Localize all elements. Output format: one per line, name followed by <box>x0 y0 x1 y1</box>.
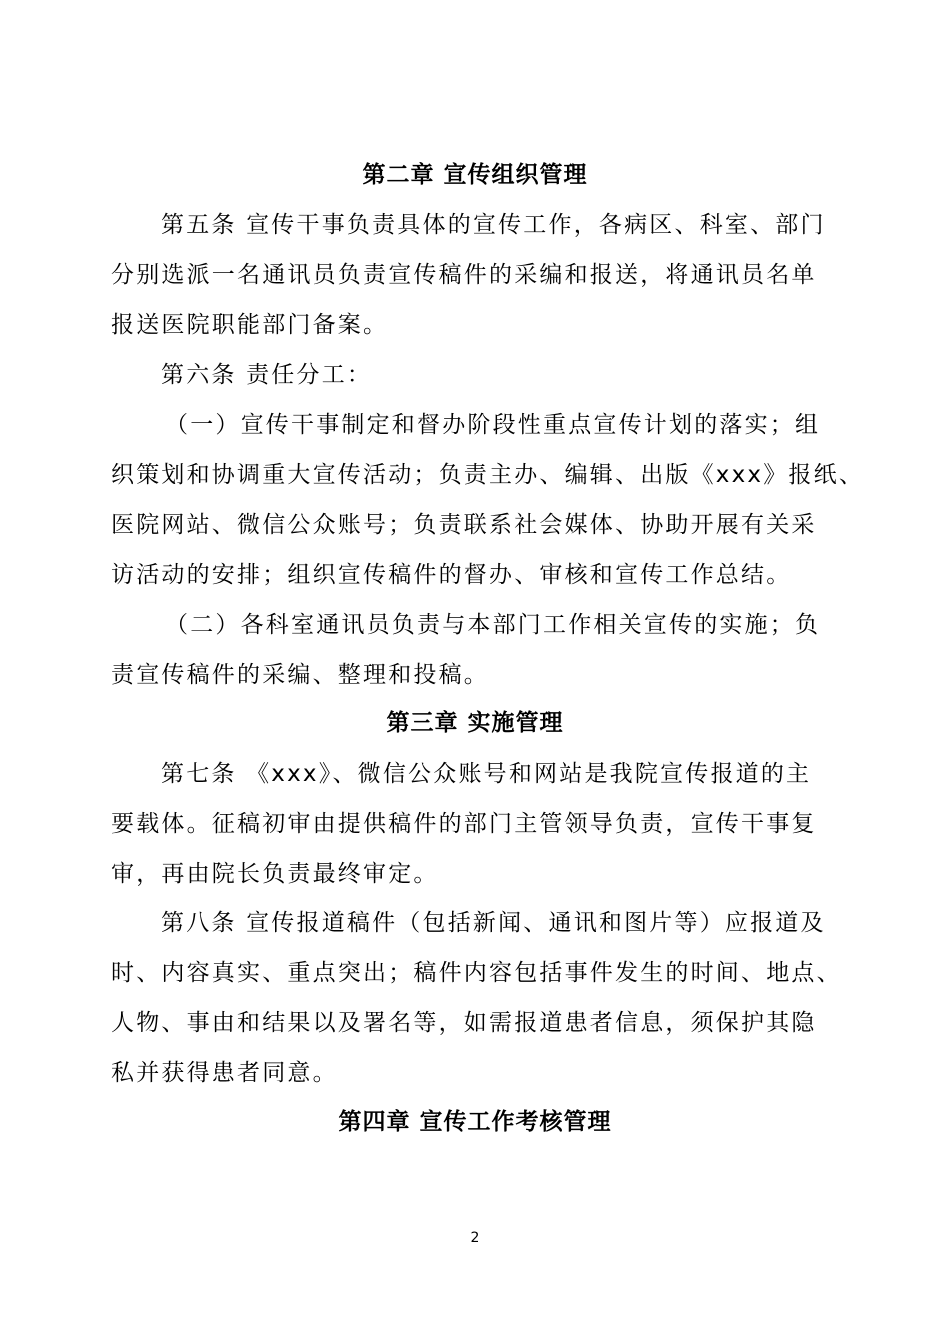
article-6-item-1-line-4: 访活动的安排；组织宣传稿件的督办、审核和宣传工作总结。 <box>111 562 792 588</box>
page-number: 2 <box>470 1230 480 1246</box>
article-5-line-3: 报送医院职能部门备案。 <box>111 312 389 338</box>
article-6-item-1-line-2: 织策划和协调重大宣传活动；负责主办、编辑、出版《xxx》报纸、 <box>111 462 865 488</box>
chapter-2-heading: 第二章 宣传组织管理 <box>362 162 588 188</box>
article-8-line-3: 人物、事由和结果以及署名等，如需报道患者信息，须保护其隐 <box>111 1010 817 1036</box>
chapter-4-heading: 第四章 宣传工作考核管理 <box>338 1109 612 1135</box>
article-6-item-2-line-1: （二）各科室通讯员负责与本部门工作相关宣传的实施；负 <box>165 612 821 638</box>
article-6-item-1-line-3: 医院网站、微信公众账号；负责联系社会媒体、协助开展有关采 <box>111 512 817 538</box>
article-8-line-2: 时、内容真实、重点突出；稿件内容包括事件发生的时间、地点、 <box>111 960 842 986</box>
article-8-line-4: 私并获得患者同意。 <box>111 1060 338 1086</box>
article-7-line-3: 审，再由院长负责最终审定。 <box>111 861 439 887</box>
chapter-3-heading: 第三章 实施管理 <box>386 710 564 736</box>
article-5-line-2: 分别选派一名通讯员负责宣传稿件的采编和报送，将通讯员名单 <box>111 262 817 288</box>
article-5-line-1: 第五条 宣传干事负责具体的宣传工作，各病区、科室、部门 <box>161 212 826 238</box>
article-7-line-2: 要载体。征稿初审由提供稿件的部门主管领导负责，宣传干事复 <box>111 811 817 837</box>
article-8-line-1: 第八条 宣传报道稿件（包括新闻、通讯和图片等）应报道及 <box>161 910 826 936</box>
article-7-line-1: 第七条 《xxx》、微信公众账号和网站是我院宣传报道的主 <box>161 761 812 787</box>
article-6-title: 第六条 责任分工： <box>161 362 373 388</box>
article-6-item-2-line-2: 责宣传稿件的采编、整理和投稿。 <box>111 662 489 688</box>
article-6-item-1-line-1: （一）宣传干事制定和督办阶段性重点宣传计划的落实；组 <box>165 412 821 438</box>
